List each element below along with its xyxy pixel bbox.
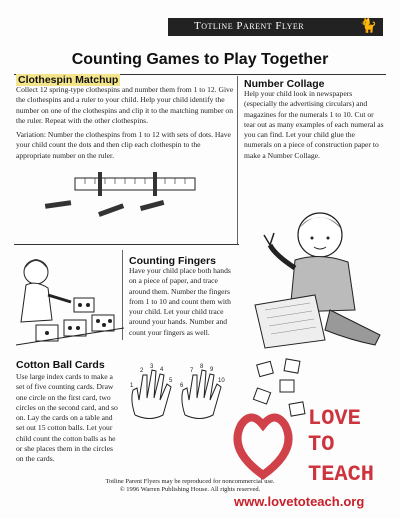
traced-hands-illustration [125, 360, 235, 430]
clothespin-variation: Variation: Number the clothespins from 1 to 12 with sets of dots. Have your child count the dots and then clip each clothespin to the appropriate number on the ruler. [16, 130, 231, 160]
footer-line-2: © 1996 Warren Publishing House. All rights reserved. [119, 486, 261, 493]
cotton-body: Use large index cards to make a set of five counting cards. Draw one circle on the first card, two circles on the second card, and so on. Lay the cards on a table and set out 15 cotton balls. Let your child count the cotton balls as he or she places them in the circles on the cards. [16, 372, 118, 464]
svg-text:9: 9 [210, 367, 214, 373]
flyer-banner [168, 18, 383, 36]
girl-counting-cards-illustration [16, 250, 124, 355]
ruler-clothespin-illustration [40, 170, 200, 225]
page-title: Counting Games to Play Together [71, 51, 329, 68]
svg-text:10: 10 [218, 378, 225, 384]
watermark-site: www.lovetoteach.org [234, 494, 365, 509]
collage-body: Help your child look in newspapers (especially the advertising circulars) and magazines for the numerals 1 to 10. Cut or tear out as many examples of each numeral as you can find. Let your child glue the numerals on a piece of construction paper to make a Number Collage. [244, 89, 384, 160]
svg-text:4: 4 [160, 367, 164, 373]
cat-icon: 🐈 [359, 19, 377, 34]
section-divider [14, 244, 239, 245]
svg-text:6: 6 [180, 383, 184, 389]
clothespin-heading: Clothespin Matchup [18, 74, 119, 86]
footer [60, 478, 320, 494]
fingers-body: Have your child place both hands on a piece of paper, and trace around them. Number the fingers from 1 to 10 and count them with your child. Let your child trace around your hands. Number and count your fingers as well. [129, 266, 231, 337]
love-to-teach-logo [233, 400, 383, 490]
svg-text:TO: TO [308, 432, 335, 457]
svg-text:LOVE: LOVE [308, 406, 361, 431]
clothespin-body: Collect 12 spring-type clothespins and number them from 1 to 12. Give the clothespins and a ruler to your child. Help your child identify the number on one of the clothespins and clip it to the matching number on the ruler. Repeat with the other clothespins. [16, 85, 234, 125]
flyer-banner-title: Totline Parent Flyer [194, 20, 305, 32]
svg-text:TEACH: TEACH [308, 462, 375, 487]
footer-line-1: Totline Parent Flyers may be reproduced for noncommercial use. [105, 478, 275, 485]
cotton-heading: Cotton Ball Cards [16, 359, 105, 371]
svg-text:7: 7 [190, 368, 194, 374]
svg-text:5: 5 [169, 378, 173, 384]
svg-text:2: 2 [140, 368, 144, 374]
svg-text:1: 1 [130, 383, 134, 389]
svg-text:3: 3 [150, 364, 154, 370]
svg-text:8: 8 [200, 364, 204, 370]
boy-cutting-newspaper-illustration [240, 200, 390, 350]
fingers-heading: Counting Fingers [129, 255, 216, 267]
column-divider [237, 76, 238, 244]
collage-heading: Number Collage [244, 78, 325, 90]
